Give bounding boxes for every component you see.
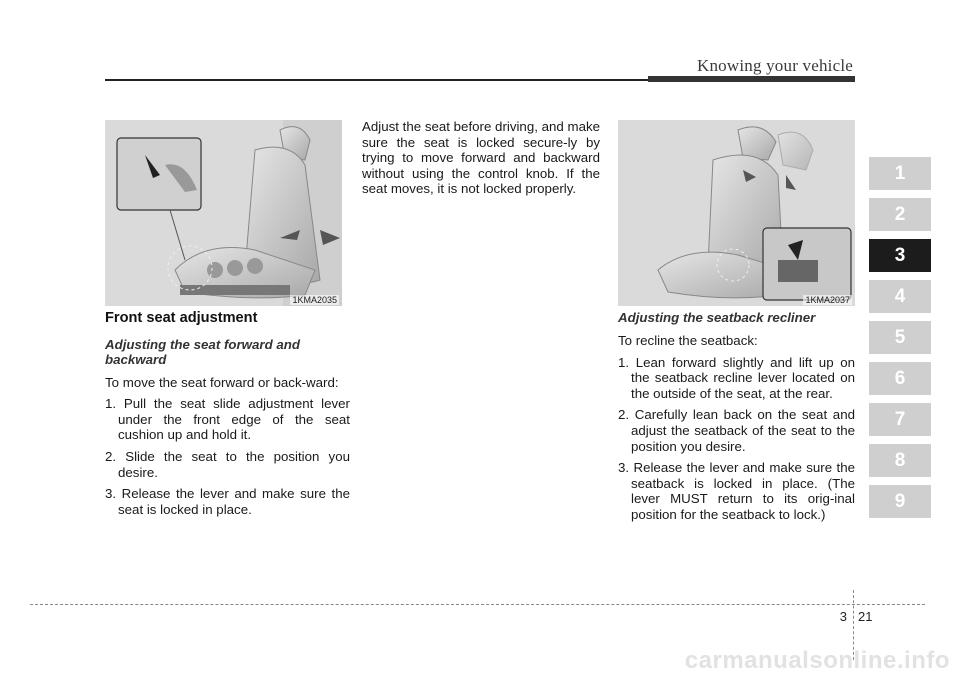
chapter-tab-8[interactable]: 8 xyxy=(869,444,931,477)
chapter-tabs xyxy=(869,157,931,526)
figure-code: 1KMA2037 xyxy=(805,295,850,305)
middle-column xyxy=(362,119,600,203)
slide-intro: To move the seat forward or back-ward: xyxy=(105,374,339,390)
right-column xyxy=(618,310,855,529)
slide-step: 1. Pull the seat slide adjustment lever under the front edge of the seat cushion up and hold it. xyxy=(105,396,350,443)
page-number: 21 xyxy=(858,609,873,624)
recliner-step: 1. Lean forward slightly and lift up on the seatback recline lever located on the outside of the seat, at the rear. xyxy=(618,354,855,401)
slide-steps xyxy=(105,396,350,517)
seat-lock-warning: Adjust the seat before driving, and make sure the seat is locked secure-ly by trying to move forward and backward without using the control knob. If the seat moves, it is not locked properly. xyxy=(362,119,601,197)
header-title: Knowing your vehicle xyxy=(696,56,853,75)
header-bar xyxy=(648,76,855,82)
subsection-title-slide: Adjusting the seat forward and backward xyxy=(105,336,301,367)
chapter-tab-4[interactable]: 4 xyxy=(869,280,931,313)
slide-step: 2. Slide the seat to the position you desire. xyxy=(105,448,350,480)
recliner-step: 2. Carefully lean back on the seat and adjust the seatback of the seat to the position you desire. xyxy=(618,407,855,454)
chapter-tab-1[interactable]: 1 xyxy=(869,157,931,190)
page-section-number: 3 xyxy=(839,609,847,624)
seat-slide-figure xyxy=(105,120,342,306)
recliner-step: 3. Release the lever and make sure the seatback is locked in place. (The lever MUST return to its orig-inal position for the seatback to lock.) xyxy=(618,460,855,522)
chapter-tab-7[interactable]: 7 xyxy=(869,403,931,436)
seat-slide-illustration xyxy=(105,120,342,306)
footer-rule xyxy=(30,604,925,605)
section-title: Front seat adjustment xyxy=(105,310,258,326)
recliner-intro: To recline the seatback: xyxy=(618,333,758,348)
recliner-steps xyxy=(618,355,855,523)
slide-step: 3. Release the lever and make sure the seat is locked in place. xyxy=(105,486,350,517)
chapter-tab-6[interactable]: 6 xyxy=(869,362,931,395)
watermark: carmanualsonline.info xyxy=(684,647,950,674)
chapter-tab-3[interactable]: 3 xyxy=(869,239,931,272)
seatback-recliner-illustration xyxy=(618,120,855,306)
chapter-tab-9[interactable]: 9 xyxy=(869,485,931,518)
left-column xyxy=(105,311,350,523)
chapter-tab-2[interactable]: 2 xyxy=(869,198,931,231)
figure-code: 1KMA2035 xyxy=(292,295,337,305)
subsection-title-recliner: Adjusting the seatback recliner xyxy=(618,310,816,325)
header-rule xyxy=(105,79,648,81)
seatback-recliner-figure xyxy=(618,120,855,306)
chapter-tab-5[interactable]: 5 xyxy=(869,321,931,354)
